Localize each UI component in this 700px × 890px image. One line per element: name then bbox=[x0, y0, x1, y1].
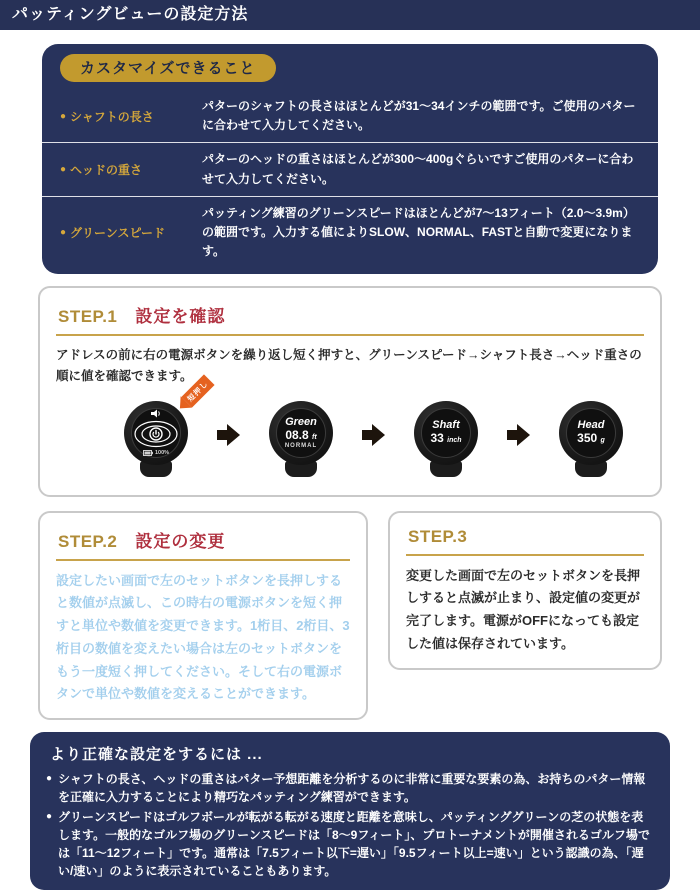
step1-title: 設定を確認 bbox=[135, 307, 226, 327]
customize-row-head bbox=[42, 142, 658, 195]
device-screen bbox=[131, 408, 181, 458]
step2-panel bbox=[38, 511, 368, 721]
step2-heading bbox=[56, 523, 350, 561]
customize-row-label-text: ヘッドの重さ bbox=[70, 163, 143, 178]
step1-panel bbox=[38, 286, 662, 496]
screen-name: Head bbox=[577, 419, 605, 432]
screen-value-number: 350 bbox=[577, 431, 598, 446]
step3-label: STEP.3 bbox=[408, 526, 468, 546]
tips-panel bbox=[30, 732, 670, 890]
tip-item bbox=[46, 808, 654, 880]
device-screen bbox=[566, 408, 616, 458]
screen-name: Shaft bbox=[432, 419, 460, 432]
battery-icon bbox=[143, 450, 153, 456]
battery-percent: 100% bbox=[154, 450, 170, 457]
screen-value-unit: inch bbox=[447, 437, 462, 445]
tips-title: より正確な設定をするには ... bbox=[50, 746, 263, 764]
bullet-icon: ● bbox=[46, 773, 53, 785]
step3-panel bbox=[388, 511, 662, 670]
device-green bbox=[269, 401, 333, 477]
device-screen bbox=[276, 408, 326, 458]
arrow-right-icon bbox=[217, 424, 240, 446]
short-press-label: 短押し bbox=[180, 374, 213, 407]
screen-value bbox=[285, 428, 316, 442]
customize-row-green bbox=[42, 196, 658, 269]
tip-item bbox=[46, 770, 654, 806]
customize-badge: カスタマイズできること bbox=[60, 54, 276, 82]
bullet-icon: ● bbox=[46, 811, 53, 823]
bullet-icon: ● bbox=[60, 110, 67, 122]
customize-row-label bbox=[60, 224, 202, 241]
screen-value-number: 33 bbox=[430, 431, 444, 446]
arrow-right-icon bbox=[507, 424, 530, 446]
device-power bbox=[124, 378, 210, 477]
customize-row-desc: パターのヘッドの重さはほとんどが300〜400gぐらいですご使用のパターに合わせて入力してください。 bbox=[202, 152, 634, 186]
step2-title: 設定の変更 bbox=[135, 531, 226, 551]
customize-row-label bbox=[60, 161, 202, 178]
device-head bbox=[559, 401, 623, 477]
device-body bbox=[559, 401, 623, 465]
screen-name: Green bbox=[285, 416, 317, 429]
screen-value-number: 08.8 bbox=[285, 428, 309, 443]
customize-row-desc: パターのシャフトの長さはほとんどが31〜34インチの範囲です。ご使用のパターに合わせて入力してください。 bbox=[202, 99, 636, 133]
step3-body: 変更した画面で左のセットボタンを長押しすると点滅が止まり、設定値の変更が完了します。電源がOFFになっても設定した値は保存されています。 bbox=[406, 567, 641, 651]
step1-heading bbox=[56, 298, 644, 336]
page-title: パッティングビューの設定方法 bbox=[0, 0, 700, 30]
speaker-icon bbox=[151, 409, 162, 418]
screen-value-unit: ft bbox=[312, 434, 317, 442]
customize-row-label bbox=[60, 108, 202, 125]
device-body bbox=[124, 401, 188, 465]
device-body bbox=[269, 401, 333, 465]
step3-heading bbox=[406, 523, 644, 556]
step1-body: アドレスの前に右の電源ボタンを繰り返し短く押すと、グリーンスピード→シャフト長さ→ヘッド重さの順に値を確認できます。 bbox=[56, 348, 642, 383]
device-body bbox=[414, 401, 478, 465]
customize-row-label-text: シャフトの長さ bbox=[70, 109, 154, 124]
steps-row bbox=[38, 511, 662, 721]
screen-value bbox=[577, 431, 605, 445]
customize-panel bbox=[42, 44, 658, 274]
power-icon bbox=[133, 420, 179, 448]
customize-row-desc: パッティング練習のグリーンスピードはほとんどが7〜13フィート（2.0〜3.9m）の範囲です。入力する値によりSLOW、NORMAL、FASTと自動で変更になります。 bbox=[202, 205, 635, 259]
bullet-icon: ● bbox=[60, 164, 67, 176]
device-sequence bbox=[124, 378, 644, 481]
step2-label: STEP.2 bbox=[58, 531, 118, 551]
screen-subtext: NORMAL bbox=[284, 442, 318, 449]
customize-row-shaft bbox=[42, 90, 658, 142]
tip-text: グリーンスピードはゴルフボールが転がる転がる速度と距離を意味し、パッティンググリーンの芝の状態を表します。一般的なゴルフ場のグリーンスピードは「8〜9フィート」、プロトーナメントが開催されるゴルフ場では「11〜12フィート」です。通常は「7.5フィート以下=遅い」「9.5フィート以上=速い」という認識の為、「遅い/速い」のように表示されていることもあります。 bbox=[58, 810, 650, 879]
step2-body: 設定したい画面で左のセットボタンを長押しすると数値が点滅し、この時右の電源ボタンを短く押すと単位や数値を変更できます。1桁目、2桁目、3桁目の数値を変えたい場合は左のセットボタンをもう一度短く押してください。そして右の電源ボタンで単位や数値を変えることができます。 bbox=[56, 572, 350, 702]
tip-text: シャフトの長さ、ヘッドの重さはパター予想距離を分析するのに非常に重要な要素の為、お持ちのパター情報を正確に入力することにより精巧なパッティング練習ができます。 bbox=[58, 772, 646, 805]
bullet-icon: ● bbox=[60, 227, 67, 239]
customize-row-label-text: グリーンスピード bbox=[70, 226, 165, 241]
screen-value-unit: g bbox=[600, 437, 605, 445]
arrow-right-icon bbox=[362, 424, 385, 446]
device-shaft bbox=[414, 401, 478, 477]
screen-value bbox=[430, 431, 461, 445]
device-screen bbox=[421, 408, 471, 458]
step1-label: STEP.1 bbox=[58, 307, 118, 327]
